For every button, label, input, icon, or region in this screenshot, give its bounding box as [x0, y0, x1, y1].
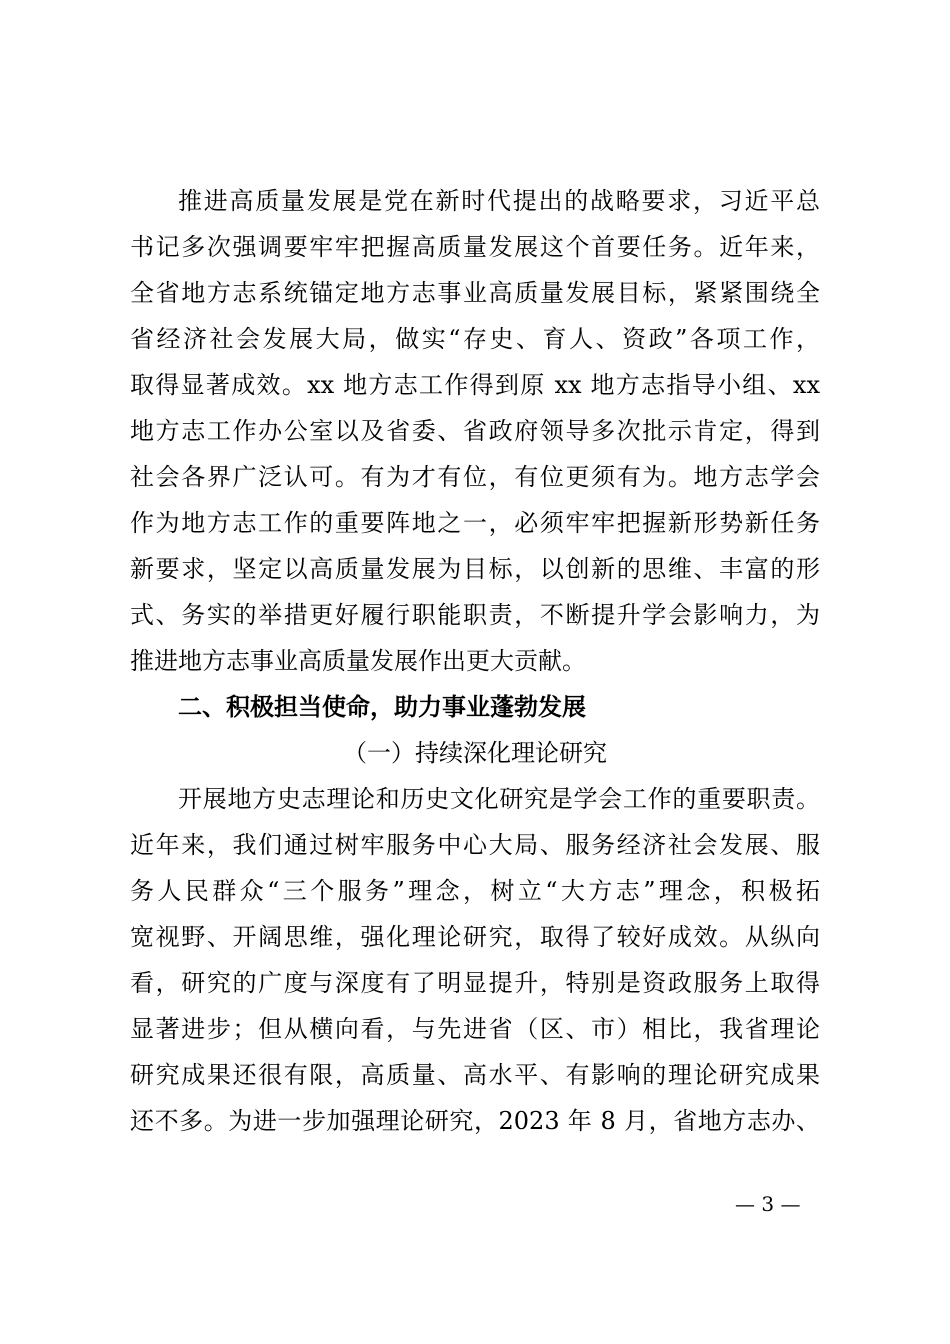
text-line: 研究成果还很有限，高质量、高水平、有影响的理论研究成果 [130, 1061, 820, 1089]
text-line: 作为地方志工作的重要阵地之一，必须牢牢把握新形势新任务 [130, 509, 820, 537]
subsection-heading: （一）持续深化理论研究 [343, 739, 607, 767]
text-line: 地方志工作办公室以及省委、省政府领导多次批示肯定，得到 [130, 417, 820, 445]
text-line: 推进地方志事业高质量发展作出更大贡献。 [130, 647, 586, 675]
text-line: 书记多次强调要牢牢把握高质量发展这个首要任务。近年来， [130, 233, 820, 261]
text-line: 全省地方志系统锚定地方志事业高质量发展目标，紧紧围绕全 [130, 279, 820, 307]
text-line: 新要求，坚定以高质量发展为目标，以创新的思维、丰富的形 [130, 555, 820, 583]
page-number: — 3 — [735, 1192, 801, 1216]
text-line: 取得显著成效。xx 地方志工作得到原 xx 地方志指导小组、xx [130, 371, 820, 399]
text-line: 看，研究的广度与深度有了明显提升，特别是资政服务上取得 [130, 969, 820, 997]
text-line: 近年来，我们通过树牢服务中心大局、服务经济社会发展、服 [130, 831, 820, 859]
text-line: 宽视野、开阔思维，强化理论研究，取得了较好成效。从纵向 [130, 923, 820, 951]
text-line: 社会各界广泛认可。有为才有位，有位更须有为。地方志学会 [130, 463, 820, 491]
text-line: 式、务实的举措更好履行职能职责，不断提升学会影响力，为 [130, 601, 820, 629]
text-line: 务人民群众“三个服务”理念，树立“大方志”理念，积极拓 [130, 877, 820, 905]
text-line: 推进高质量发展是党在新时代提出的战略要求，习近平总 [178, 187, 820, 215]
text-line: 还不多。为进一步加强理论研究，2023 年 8 月，省地方志办、 [130, 1107, 820, 1135]
text-line: 显著进步；但从横向看，与先进省（区、市）相比，我省理论 [130, 1015, 820, 1043]
text-line: 省经济社会发展大局，做实“存史、育人、资政”各项工作， [130, 325, 820, 353]
section-heading: 二、积极担当使命，助力事业蓬勃发展 [178, 693, 586, 721]
text-line: 开展地方史志理论和历史文化研究是学会工作的重要职责。 [178, 785, 820, 813]
